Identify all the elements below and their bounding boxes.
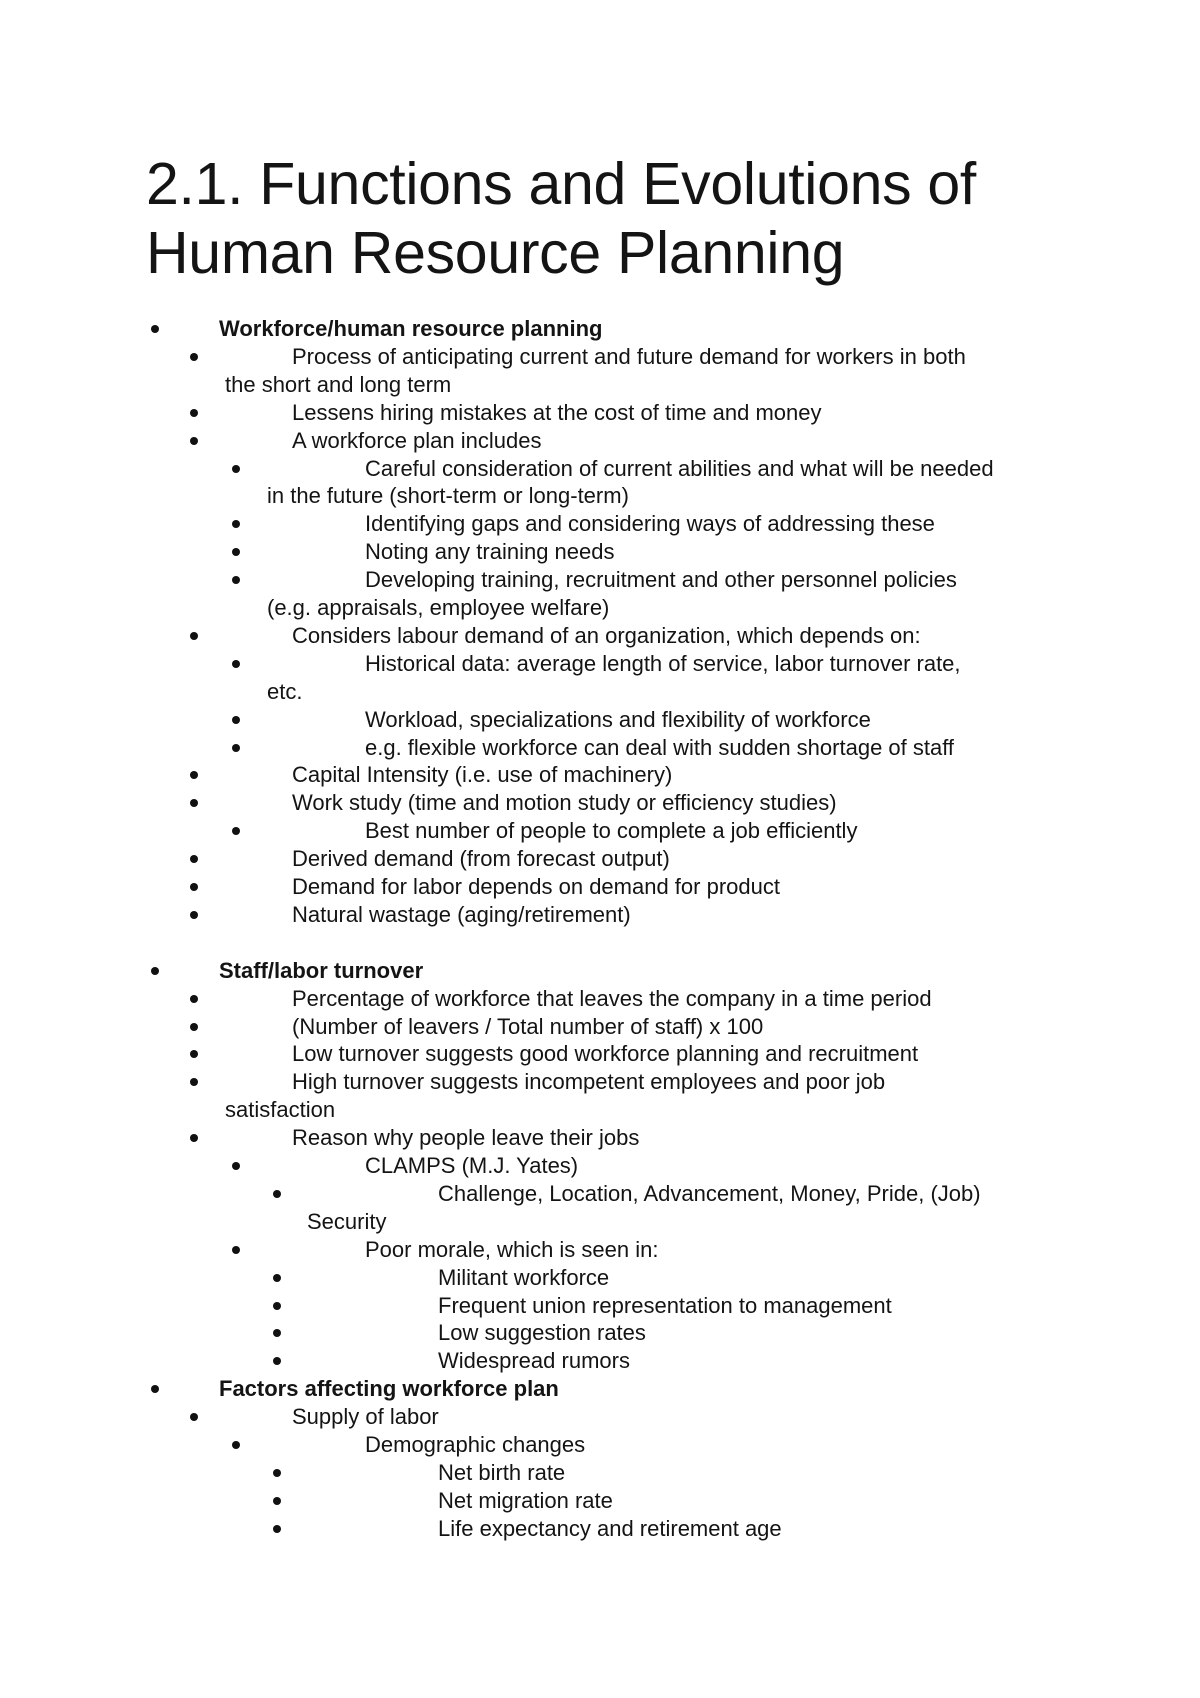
- bullet-icon: [190, 911, 198, 919]
- list-item: Considers labour demand of an organization, which depends on:: [292, 622, 921, 648]
- list-item: Work study (time and motion study or efficiency studies): [292, 790, 837, 816]
- list-item: Challenge, Location, Advancement, Money, Pride, (Job): [438, 1180, 981, 1206]
- bullet-icon: [232, 716, 240, 724]
- list-item: Process of anticipating current and future demand for workers in both: [292, 343, 966, 369]
- list-item: (Number of leavers / Total number of staff) x 100: [292, 1013, 764, 1039]
- section-heading: Workforce/human resource planning: [219, 316, 603, 341]
- bullet-icon: [232, 827, 240, 835]
- list-item: Low suggestion rates: [438, 1320, 646, 1346]
- list-item: Net birth rate: [438, 1459, 566, 1485]
- bullet-icon: [273, 1525, 281, 1533]
- bullet-icon: [190, 1050, 198, 1058]
- bullet-icon: [190, 995, 198, 1003]
- list-item: e.g. flexible workforce can deal with sudden shortage of staff: [365, 734, 955, 760]
- list-item: A workforce plan includes: [292, 427, 542, 453]
- bullet-icon: [190, 1023, 198, 1031]
- list-item: Natural wastage (aging/retirement): [292, 901, 631, 927]
- list-item: Careful consideration of current abilities and what will be needed: [365, 455, 994, 481]
- list-item-continuation: (e.g. appraisals, employee welfare): [267, 595, 610, 620]
- list-item: Militant workforce: [438, 1264, 610, 1290]
- bullet-icon: [232, 1441, 240, 1449]
- list-item: Best number of people to complete a job efficiently: [365, 818, 858, 844]
- list-item: Historical data: average length of service, labor turnover rate,: [365, 650, 961, 676]
- bullet-icon: [190, 632, 198, 640]
- bullet-icon: [273, 1357, 281, 1365]
- bullet-icon: [273, 1497, 281, 1505]
- page-title: [146, 150, 976, 288]
- list-item: Identifying gaps and considering ways of addressing these: [365, 511, 935, 537]
- list-item: Low turnover suggests good workforce planning and recruitment: [292, 1041, 919, 1067]
- list-item-continuation: Security: [307, 1208, 387, 1234]
- list-item: Workload, specializations and flexibility of workforce: [365, 706, 871, 732]
- list-item: Percentage of workforce that leaves the company in a time period: [292, 985, 932, 1011]
- list-item: High turnover suggests incompetent employees and poor job: [292, 1069, 886, 1095]
- list-item: Widespread rumors: [438, 1348, 630, 1374]
- bullet-icon: [190, 409, 198, 417]
- bullet-icon: [190, 883, 198, 891]
- list-item: Noting any training needs: [365, 539, 615, 565]
- section-bullet-icon: [151, 1385, 159, 1393]
- bullet-icon: [190, 771, 198, 779]
- bullet-icon: [273, 1190, 281, 1198]
- list-item: Supply of labor: [292, 1404, 439, 1430]
- list-item: Life expectancy and retirement age: [438, 1515, 782, 1541]
- list-item-continuation: in the future (short-term or long-term): [267, 483, 629, 509]
- list-item-continuation: the short and long term: [225, 371, 452, 397]
- bullet-icon: [190, 437, 198, 445]
- list-item: Demographic changes: [365, 1432, 586, 1457]
- bullet-icon: [190, 353, 198, 361]
- bullet-icon: [232, 1246, 240, 1254]
- bullet-icon: [232, 1162, 240, 1170]
- bullet-icon: [232, 744, 240, 752]
- list-item: Frequent union representation to management: [438, 1292, 892, 1318]
- list-item: Poor morale, which is seen in:: [365, 1236, 659, 1262]
- section-bullet-icon: [151, 325, 159, 333]
- section-heading: Staff/labor turnover: [219, 957, 424, 983]
- bullet-icon: [232, 548, 240, 556]
- list-item-continuation: satisfaction: [225, 1097, 336, 1123]
- list-item: Developing training, recruitment and other personnel policies: [365, 567, 957, 593]
- bullet-icon: [232, 660, 240, 668]
- bullet-icon: [273, 1302, 281, 1310]
- list-item-continuation: etc.: [267, 678, 303, 704]
- list-item: Derived demand (from forecast output): [292, 846, 670, 872]
- bullet-icon: [232, 576, 240, 584]
- bullet-icon: [190, 799, 198, 807]
- bullet-icon: [232, 520, 240, 528]
- page-title-line-1: 2.1. Functions and Evolutions of: [146, 151, 977, 217]
- section-bullet-icon: [151, 967, 159, 975]
- list-item: Capital Intensity (i.e. use of machinery): [292, 762, 673, 788]
- bullet-icon: [273, 1274, 281, 1282]
- section-heading: Factors affecting workforce plan: [219, 1376, 559, 1402]
- list-item: CLAMPS (M.J. Yates): [365, 1153, 579, 1178]
- list-item: Lessens hiring mistakes at the cost of time and money: [292, 399, 822, 425]
- bullet-icon: [190, 855, 198, 863]
- list-item: Net migration rate: [438, 1487, 613, 1513]
- bullet-icon: [273, 1469, 281, 1477]
- bullet-icon: [232, 465, 240, 473]
- bullet-icon: [190, 1134, 198, 1142]
- list-item: Demand for labor depends on demand for product: [292, 874, 780, 899]
- bullet-icon: [190, 1078, 198, 1086]
- bullet-icon: [273, 1329, 281, 1337]
- bullet-icon: [190, 1413, 198, 1421]
- page-title-line-2: Human Resource Planning: [146, 220, 845, 286]
- list-item: Reason why people leave their jobs: [292, 1125, 640, 1151]
